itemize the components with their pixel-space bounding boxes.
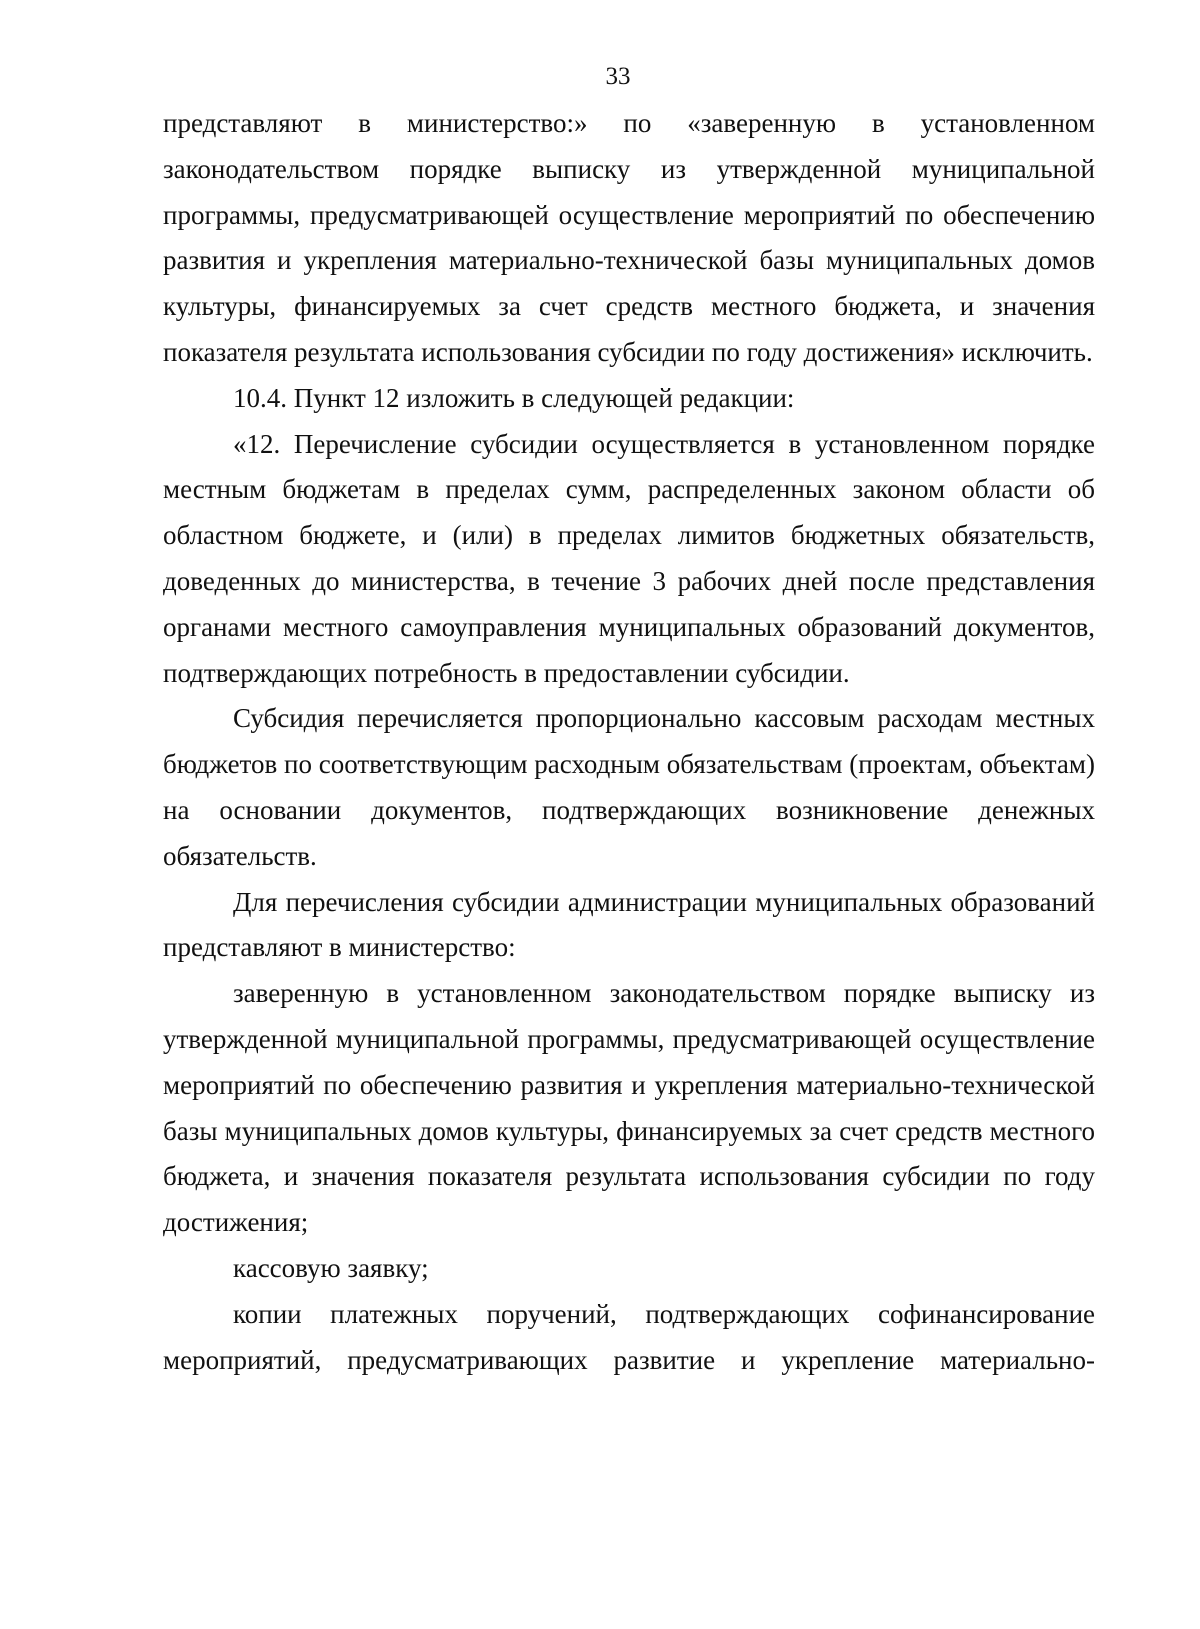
paragraph-point-12: «12. Перечисление субсидии осуществляется в установленном порядке местным бюджетам в пределах сумм, распределенных законом области об областном бюджете, и (или) в пределах лимитов бюджетных обязательств, доведенных до министерства, в течение 3 рабочих дней после представления органами местного самоуправления муниципальных образований документов, подтверждающих потребность в предоставлении субсидии. (163, 428, 1095, 688)
paragraph-subsidy-transfer: Субсидия перечисляется пропорционально кассовым расходам местных бюджетов по соответствующим расходным обязательствам (проектам, объектам) на основании документов, подтверждающих возникновение денежных обязательств. (163, 703, 1095, 871)
document-body (163, 101, 1095, 1383)
paragraph-cash-request: кассовую заявку; (233, 1252, 429, 1283)
paragraph-program-extract: заверенную в установленном законодательством порядке выписку из утвержденной муниципальной программы, предусматривающей осуществление мероприятий по обеспечению развития и укрепления материально-технической базы муниципальных домов культуры, финансируемых за счет средств местного бюджета, и значения показателя результата использования субсидии по году достижения; (163, 978, 1095, 1238)
paragraph-payment-orders: копии платежных поручений, подтверждающих софинансирование мероприятий, предусматривающих развитие и укрепление материально- (163, 1298, 1095, 1375)
paragraph-documents-intro: Для перечисления субсидии администрации муниципальных образований представляют в министерство: (163, 886, 1095, 963)
page-number: 33 (605, 63, 631, 90)
paragraph-item-10-4: 10.4. Пункт 12 изложить в следующей редакции: (233, 382, 795, 413)
paragraph-continuation: представляют в министерство:» по «заверенную в установленном законодательством порядке выписку из утвержденной муниципальной программы, предусматривающей осуществление мероприятий по обеспечению развития и укрепления материально-технической базы муниципальных домов культуры, финансируемых за счет средств местного бюджета, и значения показателя результата использования субсидии по году достижения» исключить. (163, 108, 1095, 367)
